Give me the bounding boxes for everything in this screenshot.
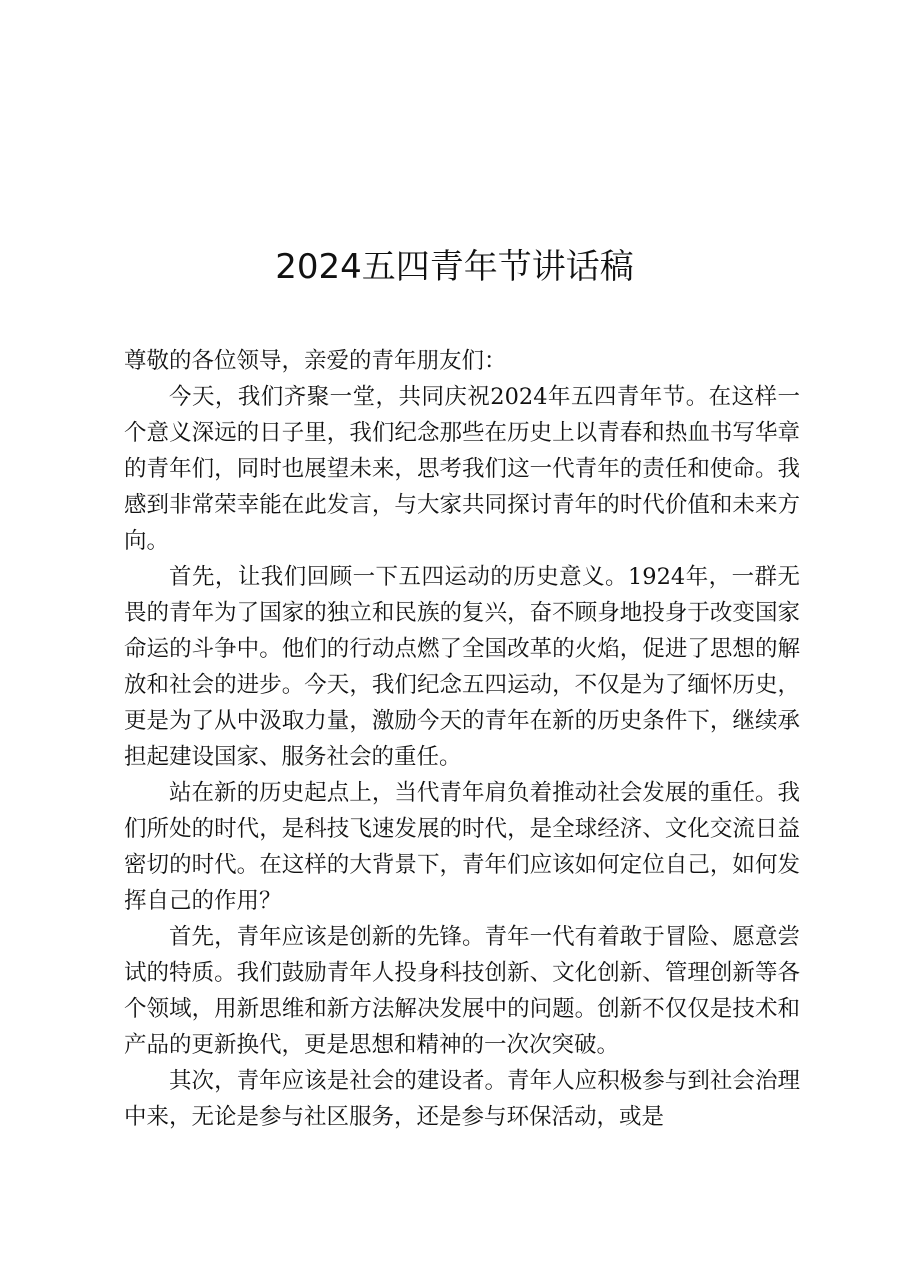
paragraph-4: 首先，青年应该是创新的先锋。青年一代有着敢于冒险、愿意尝试的特质。我们鼓励青年人投身科技创新、文化创新、管理创新等各个领域，用新思维和新方法解决发展中的问题。创新不仅仅是技术和产品的更新换代，更是思想和精神的一次次突破。 [124,924,800,1058]
document-body [124,343,800,1135]
paragraph-3: 站在新的历史起点上，当代青年肩负着推动社会发展的重任。我们所处的时代，是科技飞速发展的时代，是全球经济、文化交流日益密切的时代。在这样的大背景下，青年们应该如何定位自己，如何发挥自己的作用？ [124,780,800,914]
document-title: 2024五四青年节讲话稿 [275,247,634,287]
paragraph-2: 首先，让我们回顾一下五四运动的历史意义。1924年，一群无畏的青年为了国家的独立和民族的复兴，奋不顾身地投身于改变国家命运的斗争中。他们的行动点燃了全国改革的火焰，促进了思想的解放和社会的进步。今天，我们纪念五四运动，不仅是为了缅怀历史，更是为了从中汲取力量，激励今天的青年在新的历史条件下，继续承担起建设国家、服务社会的重任。 [124,564,800,770]
salutation: 尊敬的各位领导，亲爱的青年朋友们： [124,348,507,374]
paragraph-5: 其次，青年应该是社会的建设者。青年人应积极参与到社会治理中来，无论是参与社区服务，还是参与环保活动，或是 [124,1068,800,1130]
paragraph-1: 今天，我们齐聚一堂，共同庆祝2024年五四青年节。在这样一个意义深远的日子里，我们纪念那些在历史上以青春和热血书写华章的青年们，同时也展望未来，思考我们这一代青年的责任和使命。我感到非常荣幸能在此发言，与大家共同探讨青年的时代价值和未来方向。 [124,384,800,554]
